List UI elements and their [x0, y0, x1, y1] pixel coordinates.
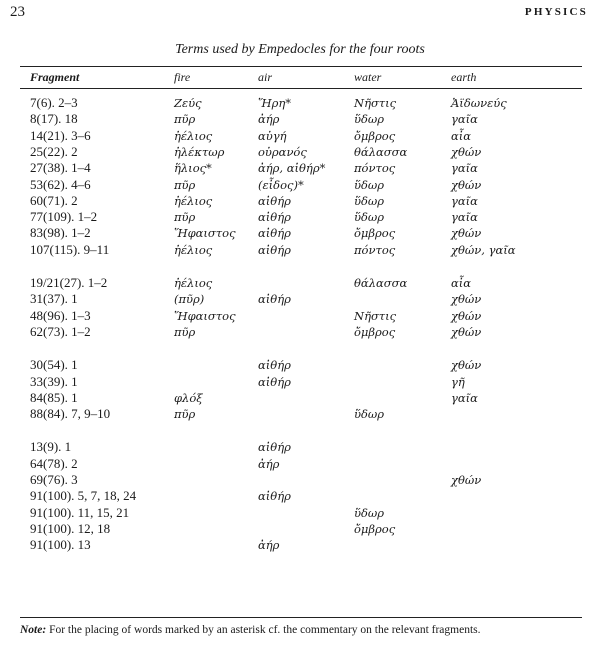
cell-air: ἀήρ	[258, 456, 280, 471]
cell-air: αἰθήρ	[258, 210, 291, 225]
cell-air: αἰθήρ	[258, 358, 291, 373]
table-row	[0, 160, 600, 176]
cell-earth: γαῖα	[451, 193, 478, 208]
cell-air: ἀήρ	[258, 538, 280, 553]
cell-air: αἰθήρ	[258, 489, 291, 504]
column-header-air: air	[258, 70, 273, 84]
table-row	[0, 439, 600, 455]
cell-fragment: 33(39). 1	[30, 373, 78, 389]
table-row	[0, 537, 600, 553]
cell-fragment: 64(78). 2	[30, 455, 78, 471]
table-top-rule	[20, 66, 582, 67]
cell-fire: (πῦρ)	[174, 292, 205, 307]
table-row	[0, 406, 600, 422]
cell-earth: γῆ	[451, 374, 465, 389]
table-row	[0, 209, 600, 225]
cell-earth: χθών	[451, 226, 482, 241]
cell-earth: χθών	[451, 473, 482, 487]
cell-fire: πῦρ	[174, 324, 196, 339]
cell-fragment: 30(54). 1	[30, 357, 78, 373]
cell-fragment: 8(17). 18	[30, 111, 78, 127]
cell-water: Νῆστις	[354, 96, 397, 110]
cell-fragment: 27(38). 1–4	[30, 160, 91, 176]
cell-earth: χθών, γαῖα	[451, 242, 516, 257]
cell-air: αἰθήρ	[258, 374, 291, 389]
cell-fire: Ἥφαιστος	[174, 308, 236, 323]
cell-water: ὕδωρ	[354, 505, 385, 520]
table-row	[0, 177, 600, 193]
cell-air: αἰθήρ	[258, 292, 291, 307]
cell-air: Ἥρη*	[258, 96, 292, 110]
cell-water: ὕδωρ	[354, 112, 385, 127]
cell-fire: Ἥφαιστος	[174, 226, 236, 241]
cell-fragment: 25(22). 2	[30, 143, 78, 159]
cell-fire: ἠέλιος	[174, 276, 213, 290]
table-row	[0, 324, 600, 340]
cell-air: αἰθήρ	[258, 440, 291, 455]
cell-fire: Ζεύς	[174, 96, 202, 110]
cell-fragment: 53(62). 4–6	[30, 176, 91, 192]
cell-air: αἰθήρ	[258, 226, 291, 241]
cell-air: αἰθήρ	[258, 193, 291, 208]
note-text: For the placing of words marked by an asterisk cf. the commentary on the relevant fragments.	[49, 624, 481, 636]
table-row	[0, 505, 600, 521]
page-number: 23	[10, 4, 25, 20]
table-note	[20, 622, 582, 639]
cell-fragment: 13(9). 1	[30, 439, 72, 455]
cell-earth: χθών	[451, 308, 482, 323]
cell-water: ὕδωρ	[354, 177, 385, 192]
table-row	[0, 521, 600, 537]
table-row	[0, 308, 600, 324]
table-row	[0, 374, 600, 390]
cell-fragment: 48(96). 1–3	[30, 307, 91, 323]
cell-earth: χθών	[451, 177, 482, 192]
cell-earth: χθών	[451, 324, 482, 339]
table-row	[0, 242, 600, 258]
table-row	[0, 144, 600, 160]
cell-fragment: 107(115). 9–11	[30, 241, 110, 257]
cell-fragment: 77(109). 1–2	[30, 209, 98, 225]
cell-water: Νῆστις	[354, 308, 397, 323]
cell-earth: αἶα	[451, 276, 472, 290]
table-header-rule	[20, 88, 582, 89]
column-header-water: water	[354, 70, 382, 84]
cell-water: πόντος	[354, 161, 396, 176]
cell-earth: γαῖα	[451, 390, 478, 405]
cell-fire: ἠέλιος	[174, 128, 213, 143]
cell-fragment: 91(100). 13	[30, 537, 91, 553]
cell-air: αἰθήρ	[258, 242, 291, 257]
cell-water: ὕδωρ	[354, 407, 385, 422]
table-row	[0, 193, 600, 209]
cell-fragment: 91(100). 5, 7, 18, 24	[30, 488, 137, 504]
cell-air: ἀήρ	[258, 112, 280, 127]
cell-fire: ἥλιος*	[174, 161, 212, 176]
cell-earth: γαῖα	[451, 210, 478, 225]
cell-fragment: 88(84). 7, 9–10	[30, 406, 111, 422]
table-row	[0, 390, 600, 406]
cell-fire: πῦρ	[174, 407, 196, 422]
cell-water: ὕδωρ	[354, 193, 385, 208]
cell-earth: χθών	[451, 358, 482, 373]
table-row	[0, 275, 600, 291]
table-row	[0, 111, 600, 127]
cell-fragment: 31(37). 1	[30, 291, 78, 307]
cell-fragment: 62(73). 1–2	[30, 323, 91, 339]
cell-fragment: 91(100). 12, 18	[30, 520, 111, 536]
cell-fragment: 19/21(27). 1–2	[30, 275, 108, 290]
cell-fire: ἠέλιος	[174, 242, 213, 257]
note-label: Note:	[20, 624, 47, 636]
cell-earth: χθών	[451, 292, 482, 307]
cell-fire: ἠέλιος	[174, 193, 213, 208]
cell-earth: γαῖα	[451, 161, 478, 176]
cell-earth: αἶα	[451, 128, 472, 143]
table-row	[0, 472, 600, 488]
table-row	[0, 357, 600, 373]
table-row	[0, 225, 600, 241]
table-row	[0, 95, 600, 111]
cell-fragment: 84(85). 1	[30, 389, 78, 405]
cell-earth: χθών	[451, 144, 482, 159]
running-head: PHYSICS	[524, 6, 588, 18]
cell-water: ὄμβρος	[354, 128, 396, 143]
table-bottom-rule	[20, 617, 582, 618]
cell-fire: ἠλέκτωρ	[174, 144, 225, 159]
table-row	[0, 456, 600, 472]
cell-fragment: 83(98). 1–2	[30, 225, 91, 241]
cell-water: ὄμβρος	[354, 226, 396, 241]
cell-water: ὄμβρος	[354, 324, 396, 339]
cell-fragment: 91(100). 11, 15, 21	[30, 504, 130, 520]
cell-earth: γαῖα	[451, 112, 478, 127]
cell-fragment: 7(6). 2–3	[30, 95, 78, 110]
cell-water: ὄμβρος	[354, 521, 396, 536]
cell-water: πόντος	[354, 242, 396, 257]
cell-fragment: 69(76). 3	[30, 472, 78, 487]
table-row	[0, 128, 600, 144]
cell-fire: φλόξ	[174, 390, 203, 405]
column-header-fragment: Fragment	[30, 70, 80, 84]
cell-fragment: 60(71). 2	[30, 192, 78, 208]
cell-fire: πῦρ	[174, 210, 196, 225]
cell-water: θάλασσα	[354, 144, 408, 159]
column-header-earth: earth	[451, 70, 477, 84]
table-row	[0, 291, 600, 307]
table-row	[0, 488, 600, 504]
cell-fire: πῦρ	[174, 112, 196, 127]
cell-air: (εἶδος)*	[258, 177, 304, 192]
cell-fragment: 14(21). 3–6	[30, 127, 91, 143]
cell-water: θάλασσα	[354, 276, 408, 290]
cell-water: ὕδωρ	[354, 210, 385, 225]
cell-air: αὐγή	[258, 128, 287, 143]
cell-air: ἀήρ, αἰθήρ*	[258, 161, 326, 176]
cell-air: οὐρανός	[258, 144, 307, 159]
cell-fire: πῦρ	[174, 177, 196, 192]
cell-earth: Ἀϊδωνεύς	[451, 96, 507, 110]
column-header-fire: fire	[174, 70, 191, 84]
table-title: Terms used by Empedocles for the four roots	[175, 42, 425, 57]
